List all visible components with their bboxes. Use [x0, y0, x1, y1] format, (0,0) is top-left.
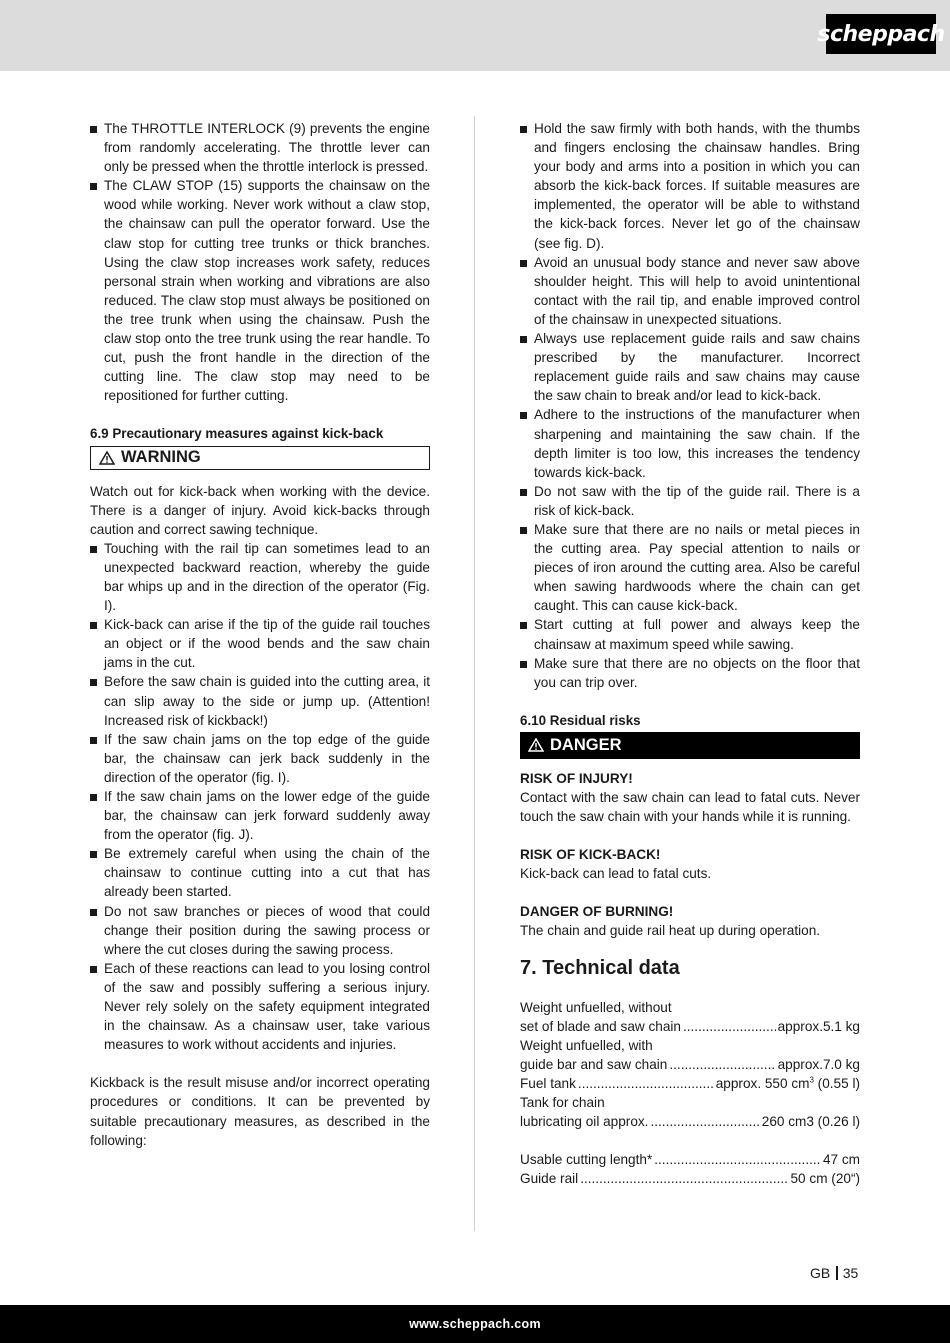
spec-value-sup: 3	[809, 1075, 814, 1085]
spec-value: 47 cm	[822, 1152, 860, 1168]
spec-label: set of blade and saw chain	[520, 1018, 681, 1034]
spec-value-part: (0.55 l)	[813, 1075, 860, 1091]
spec-value: 260 cm3 (0.26 l)	[761, 1114, 860, 1130]
bullet-item: Adhere to the instructions of the manufacturer when sharpening and maintaining the saw chain. If the depth limiter is too low, this increases the tendency towards kick-back.	[520, 405, 860, 481]
spec-label: guide bar and saw chain	[520, 1056, 668, 1072]
warning-icon	[99, 451, 115, 465]
page-number	[810, 1265, 858, 1281]
spec-label: Fuel tank	[520, 1075, 576, 1091]
footer-bar	[0, 1305, 950, 1343]
risk-text: Kick-back can lead to fatal cuts.	[520, 866, 712, 882]
kickback-closing: Kickback is the result misuse and/or incorrect operating procedures or conditions. It can be prevented by suitable precautionary measures, as described in the following:	[90, 1075, 430, 1148]
spec-row	[520, 1112, 860, 1131]
spec-value: 50 cm (20“)	[790, 1171, 860, 1187]
danger-box	[520, 732, 860, 759]
bullet-item: Hold the saw firmly with both hands, with the thumbs and fingers enclosing the chainsaw handles. Bring your body and arms into a position in which you can absorb the kick-back forces. If suitable measures are implemented, the operator will be able to withstand the kick-back forces. Never let go of the chainsaw (see fig. D).	[520, 119, 860, 253]
risk-title: RISK OF INJURY!	[520, 770, 633, 786]
bullet-item: The CLAW STOP (15) supports the chainsaw on the wood while working. Never work without a claw stop, the chainsaw can pull the operator forward. Use the claw stop for cutting tree trunks or thick branches. Using the claw stop increases work safety, reduces personal strain when working and vibrations are also reduced. The claw stop must always be positioned on the tree trunk when using the chainsaw. Push the claw stop onto the tree trunk using the rear handle. To cut, push the front handle in the direction of the cutting line. The claw stop may need to be repositioned for further cutting.	[90, 176, 430, 405]
risk-text: Contact with the saw chain can lead to fatal cuts. Never touch the saw chain with your hands while it is running.	[520, 790, 860, 825]
warning-box	[90, 446, 430, 470]
bullet-item: Do not saw branches or pieces of wood that could change their position during the sawing process or where the cut closes during the sawing process.	[90, 902, 430, 959]
spec-value: approx.5.1 kg	[777, 1018, 860, 1034]
section-title-kickback: 6.9 Precautionary measures against kick-back	[90, 426, 384, 442]
spec-value	[716, 1074, 860, 1093]
spec-value: approx.7.0 kg	[777, 1056, 860, 1072]
left-column	[90, 119, 430, 1150]
right-column	[520, 119, 860, 1188]
kickback-intro: Watch out for kick-back when working with the device. There is a danger of injury. Avoid kick-backs through caution and correct sawing technique.	[90, 483, 430, 537]
risk-title: RISK OF KICK-BACK!	[520, 847, 661, 863]
bullet-item: Do not saw with the tip of the guide rail. There is a risk of kick-back.	[520, 482, 860, 520]
page-language: GB	[810, 1265, 831, 1281]
bullet-item: Make sure that there are no nails or metal pieces in the cutting area. Pay special attention to nails or pieces of iron around the cutting area. Also be careful when sawing hardwoods where the chain can get caught. This can cause kick-back.	[520, 520, 860, 615]
leader-dots	[683, 1017, 776, 1036]
column-divider	[474, 116, 475, 1231]
spec-value-part: approx. 550 cm	[715, 1075, 810, 1091]
footer-url[interactable]: www.scheppach.com	[409, 1317, 541, 1331]
spec-row	[520, 1169, 860, 1188]
bullet-item: Make sure that there are no objects on the floor that you can trip over.	[520, 654, 860, 692]
warning-icon	[528, 738, 544, 752]
spec-label: Weight unfuelled, without	[520, 999, 672, 1015]
bullet-item: Kick-back can arise if the tip of the guide rail touches an object or if the wood bends and the saw chain jams in the cut.	[90, 615, 430, 672]
header-bar	[0, 0, 950, 71]
spec-row	[520, 1055, 860, 1074]
page-number-separator	[836, 1266, 838, 1280]
risk-title: DANGER OF BURNING!	[520, 904, 674, 920]
bullet-item: Before the saw chain is guided into the cutting area, it can slip away to the side or jump up. (Attention! Increased risk of kickback!)	[90, 672, 430, 729]
leader-dots	[654, 1150, 821, 1169]
spec-row	[520, 1017, 860, 1036]
spec-label: Usable cutting length*	[520, 1152, 653, 1168]
danger-label: DANGER	[550, 735, 622, 754]
bullet-item: Avoid an unusual body stance and never saw above shoulder height. This will help to avoid unintentional contact with the rail tip, and enable improved control of the chainsaw in unexpected situations.	[520, 253, 860, 329]
spec-label: Tank for chain	[520, 1095, 605, 1111]
leader-dots	[580, 1169, 788, 1188]
bullet-item: Start cutting at full power and always keep the chainsaw at maximum speed while sawing.	[520, 615, 860, 653]
scheppach-logo: scheppach	[826, 14, 936, 54]
bullet-item: The THROTTLE INTERLOCK (9) prevents the engine from randomly accelerating. The throttle lever can only be pressed when the throttle interlock is pressed.	[90, 119, 430, 176]
bullet-item: Touching with the rail tip can sometimes lead to an unexpected backward reaction, whereby the guide bar whips up and in the direction of the operator (Fig. I).	[90, 539, 430, 615]
warning-label: WARNING	[121, 447, 201, 466]
leader-dots	[578, 1074, 714, 1093]
technical-data-heading: 7. Technical data	[520, 956, 680, 979]
spec-label: lubricating oil approx.	[520, 1114, 649, 1130]
spec-label: Guide rail	[520, 1171, 579, 1187]
leader-dots	[650, 1112, 759, 1131]
bullet-item: If the saw chain jams on the top edge of the guide bar, the chainsaw can jerk back suddenly in the direction of the operator (fig. I).	[90, 730, 430, 787]
bullet-item: Always use replacement guide rails and saw chains prescribed by the manufacturer. Incorrect replacement guide rails and saw chains may cause the saw chain to break and/or lead to kick-back.	[520, 329, 860, 405]
spec-row	[520, 1074, 860, 1093]
spec-row	[520, 1150, 860, 1169]
section-title-residual: 6.10 Residual risks	[520, 712, 641, 728]
leader-dots	[669, 1055, 775, 1074]
bullet-item: Each of these reactions can lead to you losing control of the saw and possibly suffering a serious injury. Never rely solely on the safety equipment integrated in the chainsaw. As a chainsaw user, take various measures to work without accidents and injuries.	[90, 959, 430, 1054]
risk-text: The chain and guide rail heat up during operation.	[520, 923, 821, 939]
bullet-item: If the saw chain jams on the lower edge of the guide bar, the chainsaw can jerk forward suddenly away from the operator (fig. J).	[90, 787, 430, 844]
page-number-value: 35	[842, 1265, 859, 1281]
spec-label: Weight unfuelled, with	[520, 1037, 653, 1053]
technical-data-table	[520, 998, 860, 1189]
bullet-item: Be extremely careful when using the chain of the chainsaw to continue cutting into a cut that has already been started.	[90, 844, 430, 901]
